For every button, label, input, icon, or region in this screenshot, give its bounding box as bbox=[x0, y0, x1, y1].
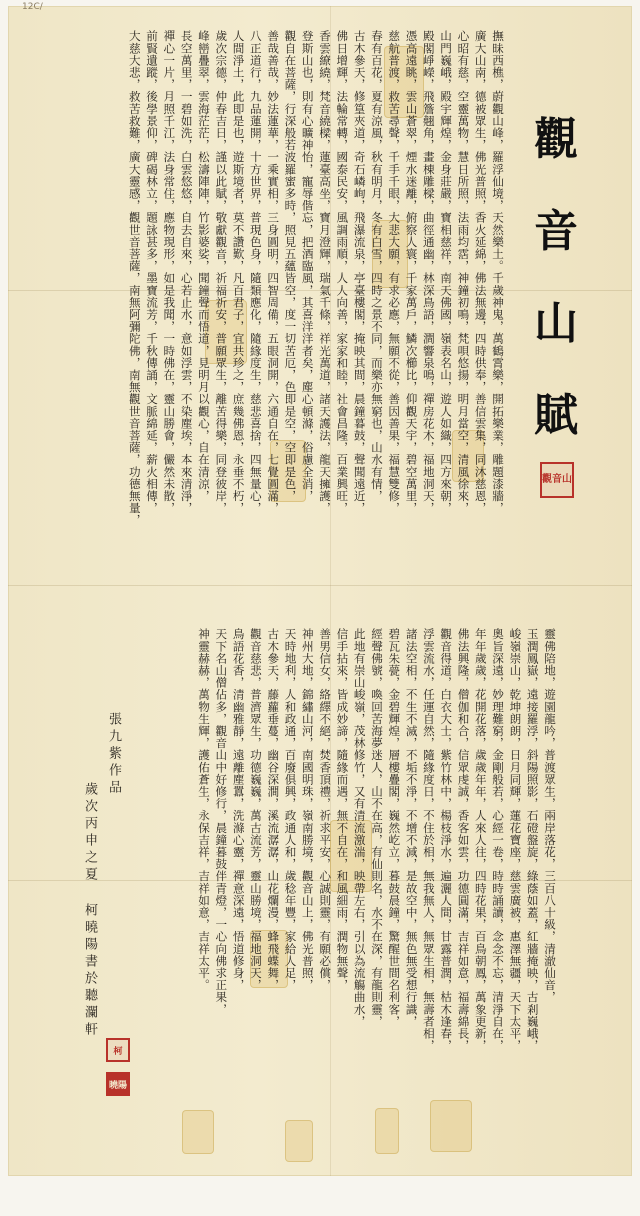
text-column: 靈佛陪地，遊園龍吟，普渡眾生，兩岸落花，三百八十級，清澈仙音， bbox=[543, 628, 557, 1004]
text-column: 觀音慈悲，普濟眾生，功德巍巍，萬古流芳，靈山勝境，福地洞天， bbox=[248, 628, 263, 991]
text-column: 慈航普渡，救苦尋聲，千手千眼，大悲大願，有求必應，無願不從，善因善果，福慧雙修， bbox=[387, 30, 402, 514]
title-seal: 觀音山 bbox=[540, 462, 574, 498]
text-column: 諸法空相，不生不滅，不垢不淨，不增不減，是故空中，無色無受想行識， bbox=[404, 628, 419, 1028]
text-column: 玉潤鳳嶽，遠接羅浮，斜陽照影，石磴盤旋，綠蔭如蓋，紅牆掩映，古剎巍峨， bbox=[525, 628, 540, 1052]
text-column: 登斯山也，則有心曠神怡，寵辱偕忘，把酒臨風，其喜洋洋者矣，塵心頓滌，俗慮全消， bbox=[300, 30, 315, 502]
text-column: 神州大地，錦繡山河，南國明珠，嶺南勝境，觀音山上，佛光普照， bbox=[300, 628, 315, 991]
text-column: 奧旨深遠，妙理難窮，金剛般若，心經一卷，時時誦讀，念念不忘，清淨自在， bbox=[491, 628, 506, 1052]
text-column: 憑高遠眺，雲山蒼翠，煙水迷離，俯察人寰，千家萬戶，鱗次櫛比，仰觀天宇，碧空萬里， bbox=[404, 30, 419, 514]
text-column: 此地有崇山峻嶺，茂林修竹，又有清流激湍，映帶左右，引以為流觴曲水， bbox=[352, 628, 367, 1028]
text-column: 殿閣崢嶸，飛簷翹角，畫棟雕樑，曲徑通幽，林深鳥語，澗響泉鳴，禪房花木，福地洞天， bbox=[421, 30, 436, 514]
text-column: 人間淨土，此即是也，遊斯境者，莫不讚歎，凡百君子，宜共珍之，庶幾佛恩，永垂不朽， bbox=[231, 30, 246, 514]
text-column: 佛法興隆，僧伽和合，信眾虔誠，香客如雲，功德圓滿，吉祥如意，福壽綿長， bbox=[456, 628, 471, 1052]
text-column: 善男信女，絡繹不絕，焚香頂禮，祈求平安，心誠則靈，有願必償， bbox=[318, 628, 333, 991]
text-column: 觀自在菩薩，行深般若波羅蜜多時，照見五蘊皆空，度一切苦厄，色即是空，空即是色， bbox=[283, 30, 298, 502]
text-column: 信手拈來，皆成妙諦，隨緣而遇，無不自在，和風細雨，潤物無聲， bbox=[335, 628, 350, 991]
signature-inscription: 歲次丙申之夏 柯曉陽書於聽瀾軒 bbox=[82, 782, 97, 1039]
text-column: 浮雲流水，任運自然，隨緣度日，不住於相，無我無人，無眾生相，無壽者相， bbox=[421, 628, 436, 1052]
signature-author: 張九紫作品 bbox=[106, 712, 121, 797]
text-column: 善哉善哉，妙法蓮華，一乘實相，三身圓明，四智周備，五眼洞開，六通自在，七覺圓滿， bbox=[266, 30, 281, 514]
text-column: 古木參天，修篁夾道，奇石嶙峋，飛瀑流泉，亭臺樓閣，掩映其間，晨鐘暮鼓，聲聞遠近， bbox=[352, 30, 367, 514]
text-column: 廣大山南，德被眾生，佛光普照，香火延綿，佛法無邊，四時供奉，善信雲集，同沐慈恩， bbox=[473, 30, 488, 514]
title bbox=[518, 114, 594, 441]
text-column: 歲次宗德，仲春吉日，謹以此賦，敬獻觀音，祈福祈安，普願眾生，離苦得樂，同登彼岸， bbox=[214, 30, 229, 514]
title-char: 觀 bbox=[534, 114, 578, 165]
text-column: 大慈大悲，救苦救難，廣大靈感，觀世音菩薩，南無阿彌陀佛，南無觀世音菩薩，功德無量， bbox=[127, 30, 142, 527]
text-column: 碧瓦朱甍，金碧輝煌，層樓疊閣，巍然屹立，暮鼓晨鐘，驚醒世間名利客， bbox=[387, 628, 402, 1028]
poem-body-top bbox=[118, 30, 506, 575]
fold-line bbox=[8, 585, 632, 586]
text-column: 鳥語花香，清幽雅靜，遠離塵囂，洗滌心靈，禪意深遠，悟道修身， bbox=[231, 628, 246, 991]
text-column: 禪心一片，月照千江，法身常住，應物現形，如是我聞，一時佛在，靈山勝會，儼然未散， bbox=[162, 30, 177, 514]
text-column: 佛日增輝，法輪常轉，國泰民安，風調雨順，人人向善，家家和睦，社會昌隆，百業興旺， bbox=[335, 30, 350, 514]
text-column: 天下名山僧佔多，觀音山中好修行，晨鐘暮鼓伴青燈，一心向佛求正果， bbox=[214, 628, 229, 1016]
text-column: 長空萬里，一碧如洗，白雲悠悠，自去自來，心若止水，意如浮雲，不染塵埃，本來清淨， bbox=[179, 30, 194, 514]
text-column: 香雲繚繞，梵音繞樑，蓮臺高坐，寶月澄輝，瑞氣千條，祥光萬道，諸天護法，龍天擁護， bbox=[318, 30, 333, 514]
text-column: 神靈赫赫，萬物生輝，護佑蒼生，永保吉祥，吉祥如意，吉祥太平。 bbox=[197, 628, 212, 991]
text-column: 山門巍峨，殿宇輝煌，金身莊嚴，寶相慈祥，南天佛國，嶺表名山，遊人如織，四方來朝， bbox=[439, 30, 454, 514]
text-column: 前賢遺蹤，後學景仰，碑碣林立，題詠甚多，墨寶流芳，千秋傳誦，文脈綿延，薪火相傳， bbox=[145, 30, 160, 514]
title-char: 音 bbox=[534, 206, 578, 257]
corner-note: 12C/ bbox=[22, 2, 43, 12]
text-column: 八正道行，九品蓮開，十方世界，普現色身，隨類應化，隨緣度生，慈悲喜捨，四無量心， bbox=[248, 30, 263, 514]
poem-body-bottom bbox=[170, 628, 558, 1188]
text-column: 古木參天，藤蘿垂蔓，幽谷深澗，溪流潺潺，山花爛漫，蜂飛蝶舞， bbox=[266, 628, 281, 991]
text-column: 天時地利，人和政通，百廢俱興，政通人和，歲稔年豐，家給人足， bbox=[283, 628, 298, 991]
title-char: 賦 bbox=[534, 390, 578, 441]
text-column: 心昭有慈，空靈萬物，慧日所照，法雨均霑，神鐘初鳴，梵唄悠揚，明月當空，清風徐來， bbox=[456, 30, 471, 514]
title-char: 山 bbox=[534, 298, 578, 349]
text-column: 峰巒疊翠，雲海茫茫，松濤陣陣，竹影婆娑，聞鐘聲而悟道，見明月以觀心，自在清涼， bbox=[196, 30, 211, 502]
text-column: 年年歲歲，花開花落，歲歲年年，人來人往，四時花果，百鳥朝鳳，萬象更新， bbox=[473, 628, 488, 1052]
text-column: 峻嶺崇山，乾坤朗朗，日月同輝，蓮花寶座，慈雲廣被，惠澤無疆，天下太平， bbox=[508, 628, 523, 1052]
artist-seal: 曉陽 bbox=[106, 1072, 130, 1096]
artist-seal: 柯 bbox=[106, 1038, 130, 1062]
text-column: 經聲佛號，喚回苦海夢迷人，山不在高，有仙則名，水不在深，有龍則靈， bbox=[370, 628, 385, 1028]
text-column: 春有百花，夏有涼風，秋有明月，冬有白雪，四時之景不同，而樂亦無窮也，山水有情， bbox=[369, 30, 384, 502]
text-column: 觀音得道，白衣大士，紫竹林中，楊枝淨水，遍灑人間，甘露普潤，枯木逢春， bbox=[439, 628, 454, 1052]
text-column: 撫昧西樵，蔚觀山峰，羅浮仙境，天然樂土。千歲神鬼，萬鶴霄樂，開拓樂業，雕題漆牆， bbox=[491, 30, 505, 514]
